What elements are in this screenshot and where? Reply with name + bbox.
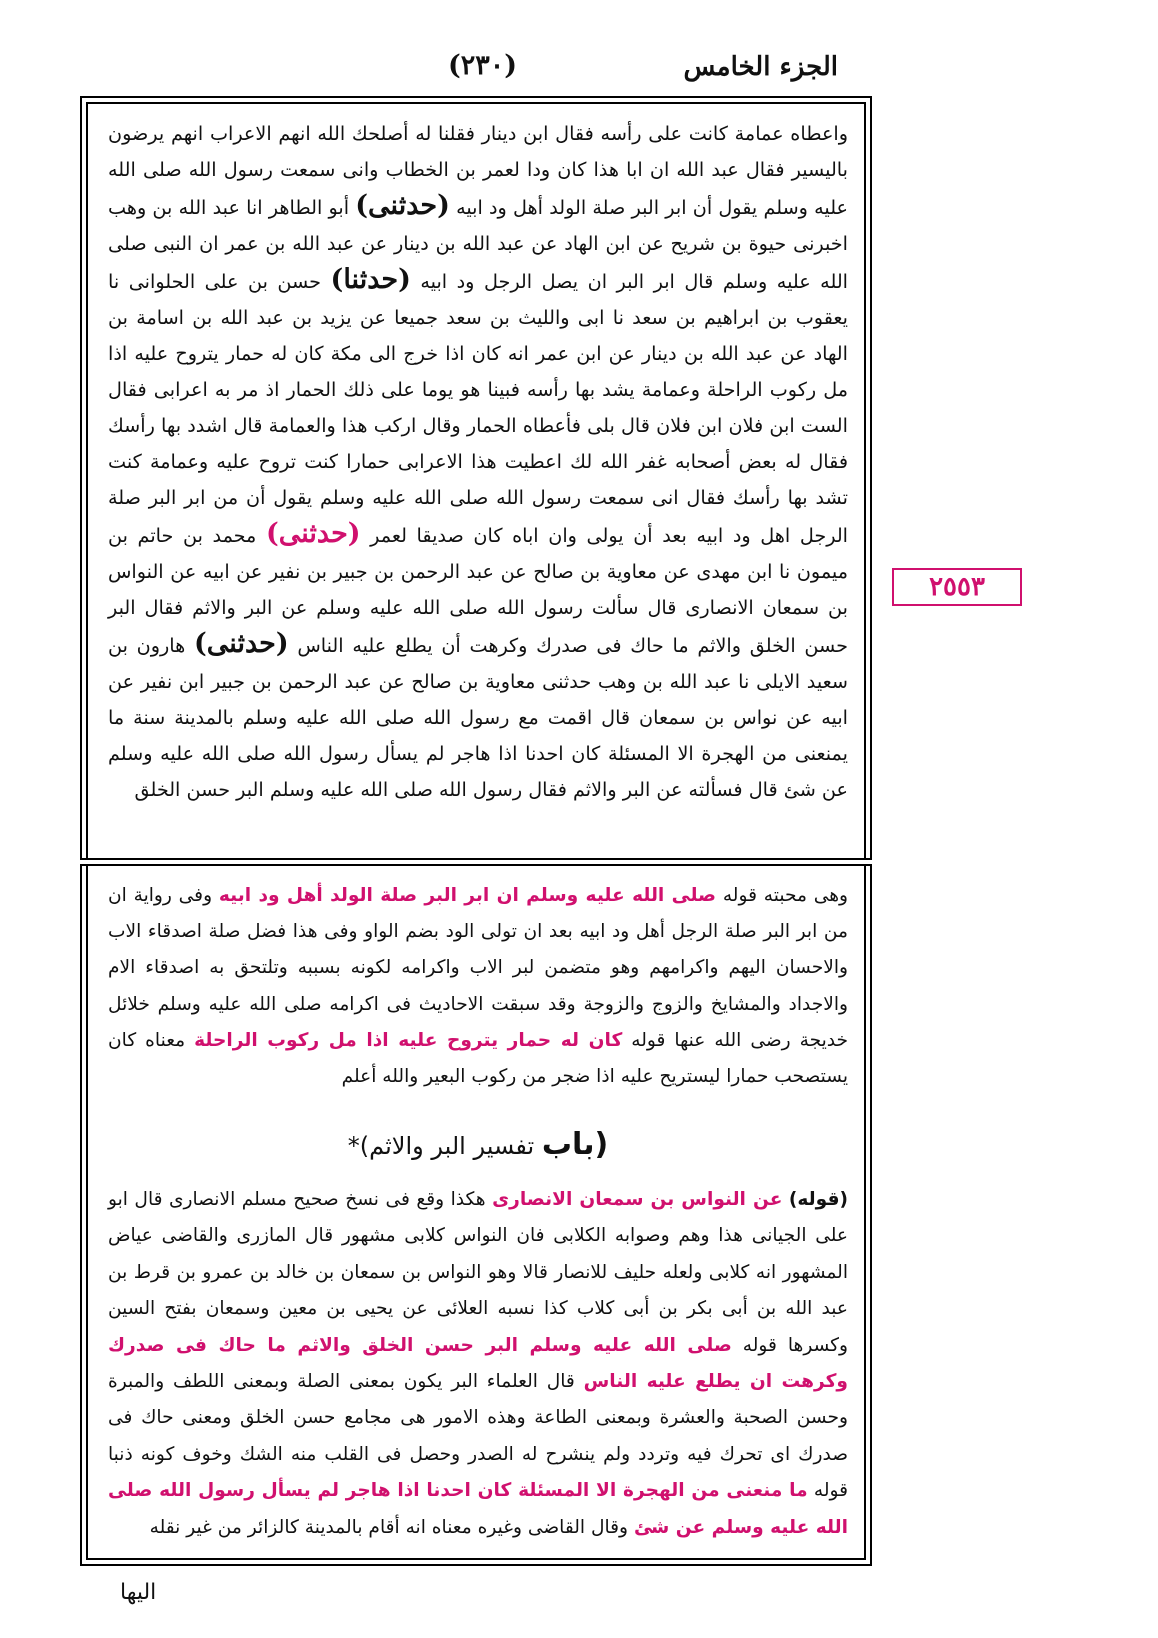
chapter-bab-word: (باب xyxy=(541,1127,609,1162)
hadith-paragraph: هارون بن سعيد الايلى نا عبد الله بن وهب حدثنى معاوية بن صالح عن عبد الرحمن بن جبير ابن نفير عن ابيه عن نواس بن سمعان قال اقمت مع رسول الله صلى الله عليه وسلم بالمدينة سنة ما يمنعنى من الهجرة الا المسئلة كان احدنا اذا هاجر لم يسأل رسول الله صلى الله عليه وسلم عن شئ قال فسألته عن البر والاثم فقال رسول الله صلى الله عليه وسلم البر حسن الخلق xyxy=(108,634,848,801)
quoted-matn: صلى الله عليه وسلم ان ابر البر صلة الولد أهل ود ابيه xyxy=(218,885,717,906)
catchword: اليها xyxy=(120,1580,157,1605)
commentary-text: وقال القاضى وغيره معناه انه أقام بالمدينة كالزائر من غير نقله xyxy=(149,1516,629,1538)
commentary-text: وفى رواية ان من ابر البر صلة الرجل أهل ود ابيه بعد ان تولى الود بضم الواو وفى هذا فضل صلة اصدقاء الاب والاحسان اليهم واكرامهم وهو متضمن لبر الاب واكرامه لكونه بسببه وتلتحق به اصدقاء الام والاجداد والمشايخ والزوج والزوجة وقد سبقت الاحاديث فى اكرامه صلى الله عليه وسلم خلائل خديجة رضى الله عنها قوله xyxy=(108,885,848,1051)
hadith-paragraph: أبو الطاهر انا عبد الله بن وهب اخبرنى حيوة بن شريح عن ابن الهاد عن عبد الله بن دينار عن عبد الله بن عمر ان النبى صلى الله عليه وسلم قال ابر البر ان يصل الرجل ود ابيه xyxy=(108,196,848,293)
commentary-bottom xyxy=(108,1182,848,1562)
commentary-text: وهى محبته قوله xyxy=(722,885,849,906)
section-divider xyxy=(80,858,872,866)
hadith-text xyxy=(108,116,848,851)
hadith-paragraph: حسن بن على الحلوانى نا يعقوب بن ابراهيم بن سعد نا ابى والليث بن سعد جميعا عن يزيد بن عبد الله بن اسامة بن الهاد عن عبد الله بن دينار عن ابن عمر انه كان اذا خرج الى مكة كان له حمار يتروح عليه اذا مل ركوب الراحلة وعمامة يشد بها رأسه فبينا هو يوما على ذلك الحمار اذ مر به اعرابى فقال الست ابن فلان ابن فلان قال بلى فأعطاه الحمار وقال اركب هذا والعمامة قال اشدد بها رأسك فقال له بعض أصحابه غفر الله لك اعطيت هذا الاعرابى حمارا كنت تروح عليه وعمامة كنت تشد بها رأسك فقال انى سمعت رسول الله صلى الله عليه وسلم يقول أن من ابر البر صلة الرجل اهل ود ابيه بعد أن يولى وان اباه كان صديقا لعمر xyxy=(108,270,848,547)
quoted-matn: صلى الله عليه وسلم البر حسن الخلق والاثم ما حاك فى صدرك وكرهت ان يطلع عليه الناس xyxy=(108,1334,848,1393)
chapter-title-text: تفسير البر والاثم)* xyxy=(347,1132,535,1160)
haddathani-marker: (حدثنى) xyxy=(265,518,361,549)
haddathani-marker: (حدثنى) xyxy=(194,628,289,659)
commentary-text: هكذا وقع فى نسخ صحيح مسلم الانصارى قال ابو على الجيانى هذا وهم وصوابه الكلابى فان النواس كلابى مشهور قال المازرى والقاضى عياض المشهور انه كلابى ولعله حليف للانصار قالا وهو النواس بن سمعان بن خالد بن عمرو بن قرط بن عبد الله بن أبى بكر بن أبى كلاب كذا نسبه العلائى عن يحيى بن معين وسمعان بفتح السين وكسرها قوله xyxy=(108,1189,848,1356)
quoted-matn: عن النواس بن سمعان الانصارى xyxy=(492,1189,783,1210)
quoted-matn: ما منعنى من الهجرة الا المسئلة كان احدنا اذا هاجر لم يسأل رسول الله صلى الله عليه وسلم عن شئ xyxy=(108,1480,848,1538)
quoted-matn: كان له حمار يتروح عليه اذا مل ركوب الراحلة xyxy=(194,1029,623,1051)
hadith-paragraph: محمد بن حاتم بن ميمون نا ابن مهدى عن معاوية بن صالح عن عبد الرحمن بن جبير بن نفير عن ابيه عن النواس بن سمعان الانصارى قال سألت رسول الله صلى الله عليه وسلم عن البر والاثم فقال البر حسن الخلق والاثم ما حاك فى صدرك وكرهت أن يطلع عليه الناس xyxy=(108,524,849,657)
chapter-heading xyxy=(108,1127,848,1162)
page-number: (٢٣٠) xyxy=(448,50,518,81)
hadith-number-box: ٢٥٥٣ xyxy=(892,568,1022,606)
hadith-paragraph: واعطاه عمامة كانت على رأسه فقال ابن دينار فقلنا له أصلحك الله انهم الاعراب انهم يرضون باليسير فقال عبد الله ان ابا هذا كان ودا لعمر بن الخطاب وانى سمعت رسول الله صلى الله عليه وسلم يقول أن ابر البر صلة الولد أهل ود ابيه xyxy=(108,122,848,219)
commentary-text: معناه كان يستصحب حمارا ليستريح عليه اذا ضجر من ركوب البعير والله أعلم xyxy=(108,1029,848,1088)
qawluhu-marker: (قوله) xyxy=(788,1189,848,1210)
haddathana-marker: (حدثنا) xyxy=(330,264,411,295)
haddathani-marker: (حدثنى) xyxy=(355,190,450,221)
juz-title: الجزء الخامس xyxy=(683,52,838,82)
commentary-text: قال العلماء البر يكون بمعنى الصلة وبمعنى اللطف والمبرة وحسن الصحبة والعشرة وبمعنى الطاعة وهذه الامور هى مجامع حسن الخلق ومعنى حاك فى صدرك اى تحرك فيه وتردد ولم ينشرح له الصدر وحصل فى القلب منه الشك وخوف كونه ذنبا قوله xyxy=(108,1371,848,1502)
commentary-top xyxy=(108,878,848,1095)
